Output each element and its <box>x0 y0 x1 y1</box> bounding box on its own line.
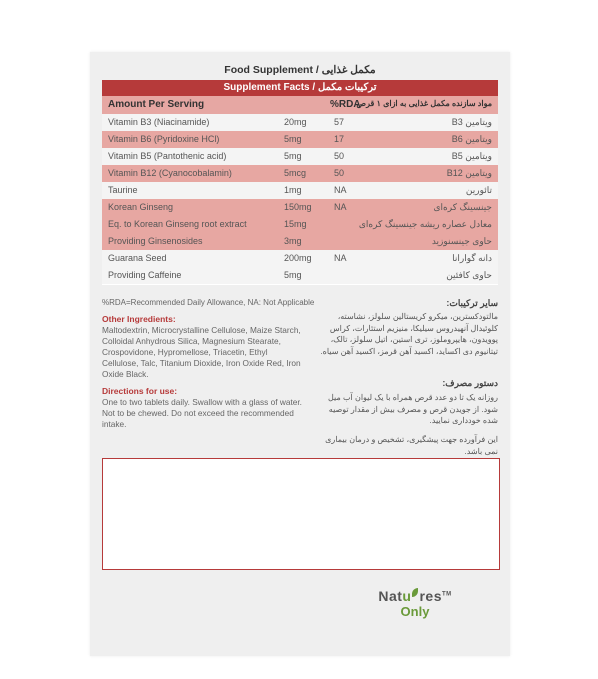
row-fa: حاوی کافئین <box>446 270 492 280</box>
row-amount: 5mg <box>284 151 302 161</box>
natures-only-logo: Natu res™ Only <box>360 588 470 619</box>
row-rda: 17 <box>334 134 345 144</box>
row-en: Providing Ginsenosides <box>108 236 203 246</box>
row-fa: حاوی جینسنوزید <box>431 236 492 246</box>
row-amount: 150mg <box>284 202 312 212</box>
logo-text-part1: Nat <box>378 588 403 604</box>
table-row <box>102 131 498 149</box>
fa-other-text: مالتودکسترین، میکرو کریستالین سلولز، نشاسته، کلوئیدال آنهیدروس سیلیکا، منیزیم استئارات، کراس پوویدون، هایپروملوز، تری استین، اتیل سلولز، تالک، تیتانیوم دی اکساید، اکسید آهن قرمز، اکسید آهن سیاه. <box>320 312 498 356</box>
row-amount: 3mg <box>284 236 302 246</box>
row-rda: NA <box>334 202 347 212</box>
rda-header: %RDA <box>330 99 361 110</box>
fa-directions-heading: دستور مصرف: <box>442 378 498 388</box>
row-en: Vitamin B12 (Cyanocobalamin) <box>108 168 232 178</box>
row-rda: NA <box>334 253 347 263</box>
table-row <box>102 250 498 268</box>
fa-directions-text: روزانه یک تا دو عدد قرص همراه با یک لیوان آب میل شود. از جویدن قرص و مصرف بیش از مقدار توصیه شده خودداری نمایید. <box>327 393 498 425</box>
other-ingredients-heading: Other Ingredients: <box>102 314 176 324</box>
row-amount: 5mg <box>284 134 302 144</box>
row-rda: NA <box>334 185 347 195</box>
row-amount: 200mg <box>284 253 312 263</box>
row-fa: ویتامین B6 <box>451 134 492 144</box>
table-row <box>102 199 498 217</box>
row-rda: 50 <box>334 168 345 178</box>
supplement-box <box>90 52 510 656</box>
supplement-facts-bar: Supplement Facts / ترکیبات مکمل <box>102 80 498 96</box>
table-row <box>102 165 498 183</box>
fa-other-heading: سایر ترکیبات: <box>446 298 498 308</box>
row-amount: 15mg <box>284 219 307 229</box>
row-en: Guarana Seed <box>108 253 167 263</box>
table-row <box>102 148 498 166</box>
table-row <box>102 233 498 251</box>
table-row <box>102 267 498 285</box>
logo-text-only: Only <box>400 604 430 619</box>
row-fa: ویتامین B3 <box>451 117 492 127</box>
table-row <box>102 182 498 200</box>
row-amount: 1mg <box>284 185 302 195</box>
row-amount: 20mg <box>284 117 307 127</box>
directions-text: One to two tablets daily. Swallow with a glass of water. Not to be chewed. Do not exceed the recommended intake. <box>102 397 302 429</box>
other-ingredients-text: Maltodextrin, Microcrystalline Cellulose, Maize Starch, Colloidal Anhydrous Silica, Magnesium Stearate, Crospovidone, Hypromellose, Triacetin, Ethyl Cellulose, Talc, Titanium Dioxide, Iron Oxide Red, Iron Oxide Black. <box>102 325 301 379</box>
row-fa: دانه گوارانا <box>452 253 492 263</box>
product-title: Food Supplement / مکمل غذایی <box>224 64 376 76</box>
row-en: Korean Ginseng <box>108 202 174 212</box>
row-en: Vitamin B3 (Niacinamide) <box>108 117 210 127</box>
row-en: Vitamin B5 (Pantothenic acid) <box>108 151 227 161</box>
row-amount: 5mcg <box>284 168 307 178</box>
row-en: Taurine <box>108 185 138 195</box>
row-rda: 50 <box>334 151 345 161</box>
logo-text-part2: res <box>419 588 442 604</box>
row-amount: 5mg <box>284 270 302 280</box>
row-en: Providing Caffeine <box>108 270 182 280</box>
leaf-icon <box>412 588 418 597</box>
table-row <box>102 114 498 132</box>
row-en: Vitamin B6 (Pyridoxine HCl) <box>108 134 220 144</box>
row-fa: معادل عصاره ریشه جینسینگ کره‌ای <box>358 219 492 229</box>
row-fa: جینسینگ کره‌ای <box>433 202 492 212</box>
fa-header: مواد سازنده مکمل غذایی به ازای ۱ قرص <box>356 99 492 108</box>
row-rda: 57 <box>334 117 345 127</box>
rda-footnote: %RDA=Recommended Daily Allowance, NA: Not Applicable <box>102 298 315 307</box>
blank-label-area <box>102 458 500 570</box>
row-en: Eq. to Korean Ginseng root extract <box>108 219 247 229</box>
row-fa: ویتامین B12 <box>446 168 492 178</box>
directions-heading: Directions for use: <box>102 386 178 396</box>
amount-per-serving-header: Amount Per Serving <box>108 99 205 110</box>
table-row <box>102 216 498 234</box>
logo-tm: TM <box>441 591 452 598</box>
row-fa: تائورین <box>465 185 492 195</box>
row-fa: ویتامین B5 <box>451 151 492 161</box>
fa-note-text: این فرآورده جهت پیشگیری، تشخیص و درمان بیماری نمی باشد. <box>325 435 498 456</box>
table-header <box>102 96 498 114</box>
